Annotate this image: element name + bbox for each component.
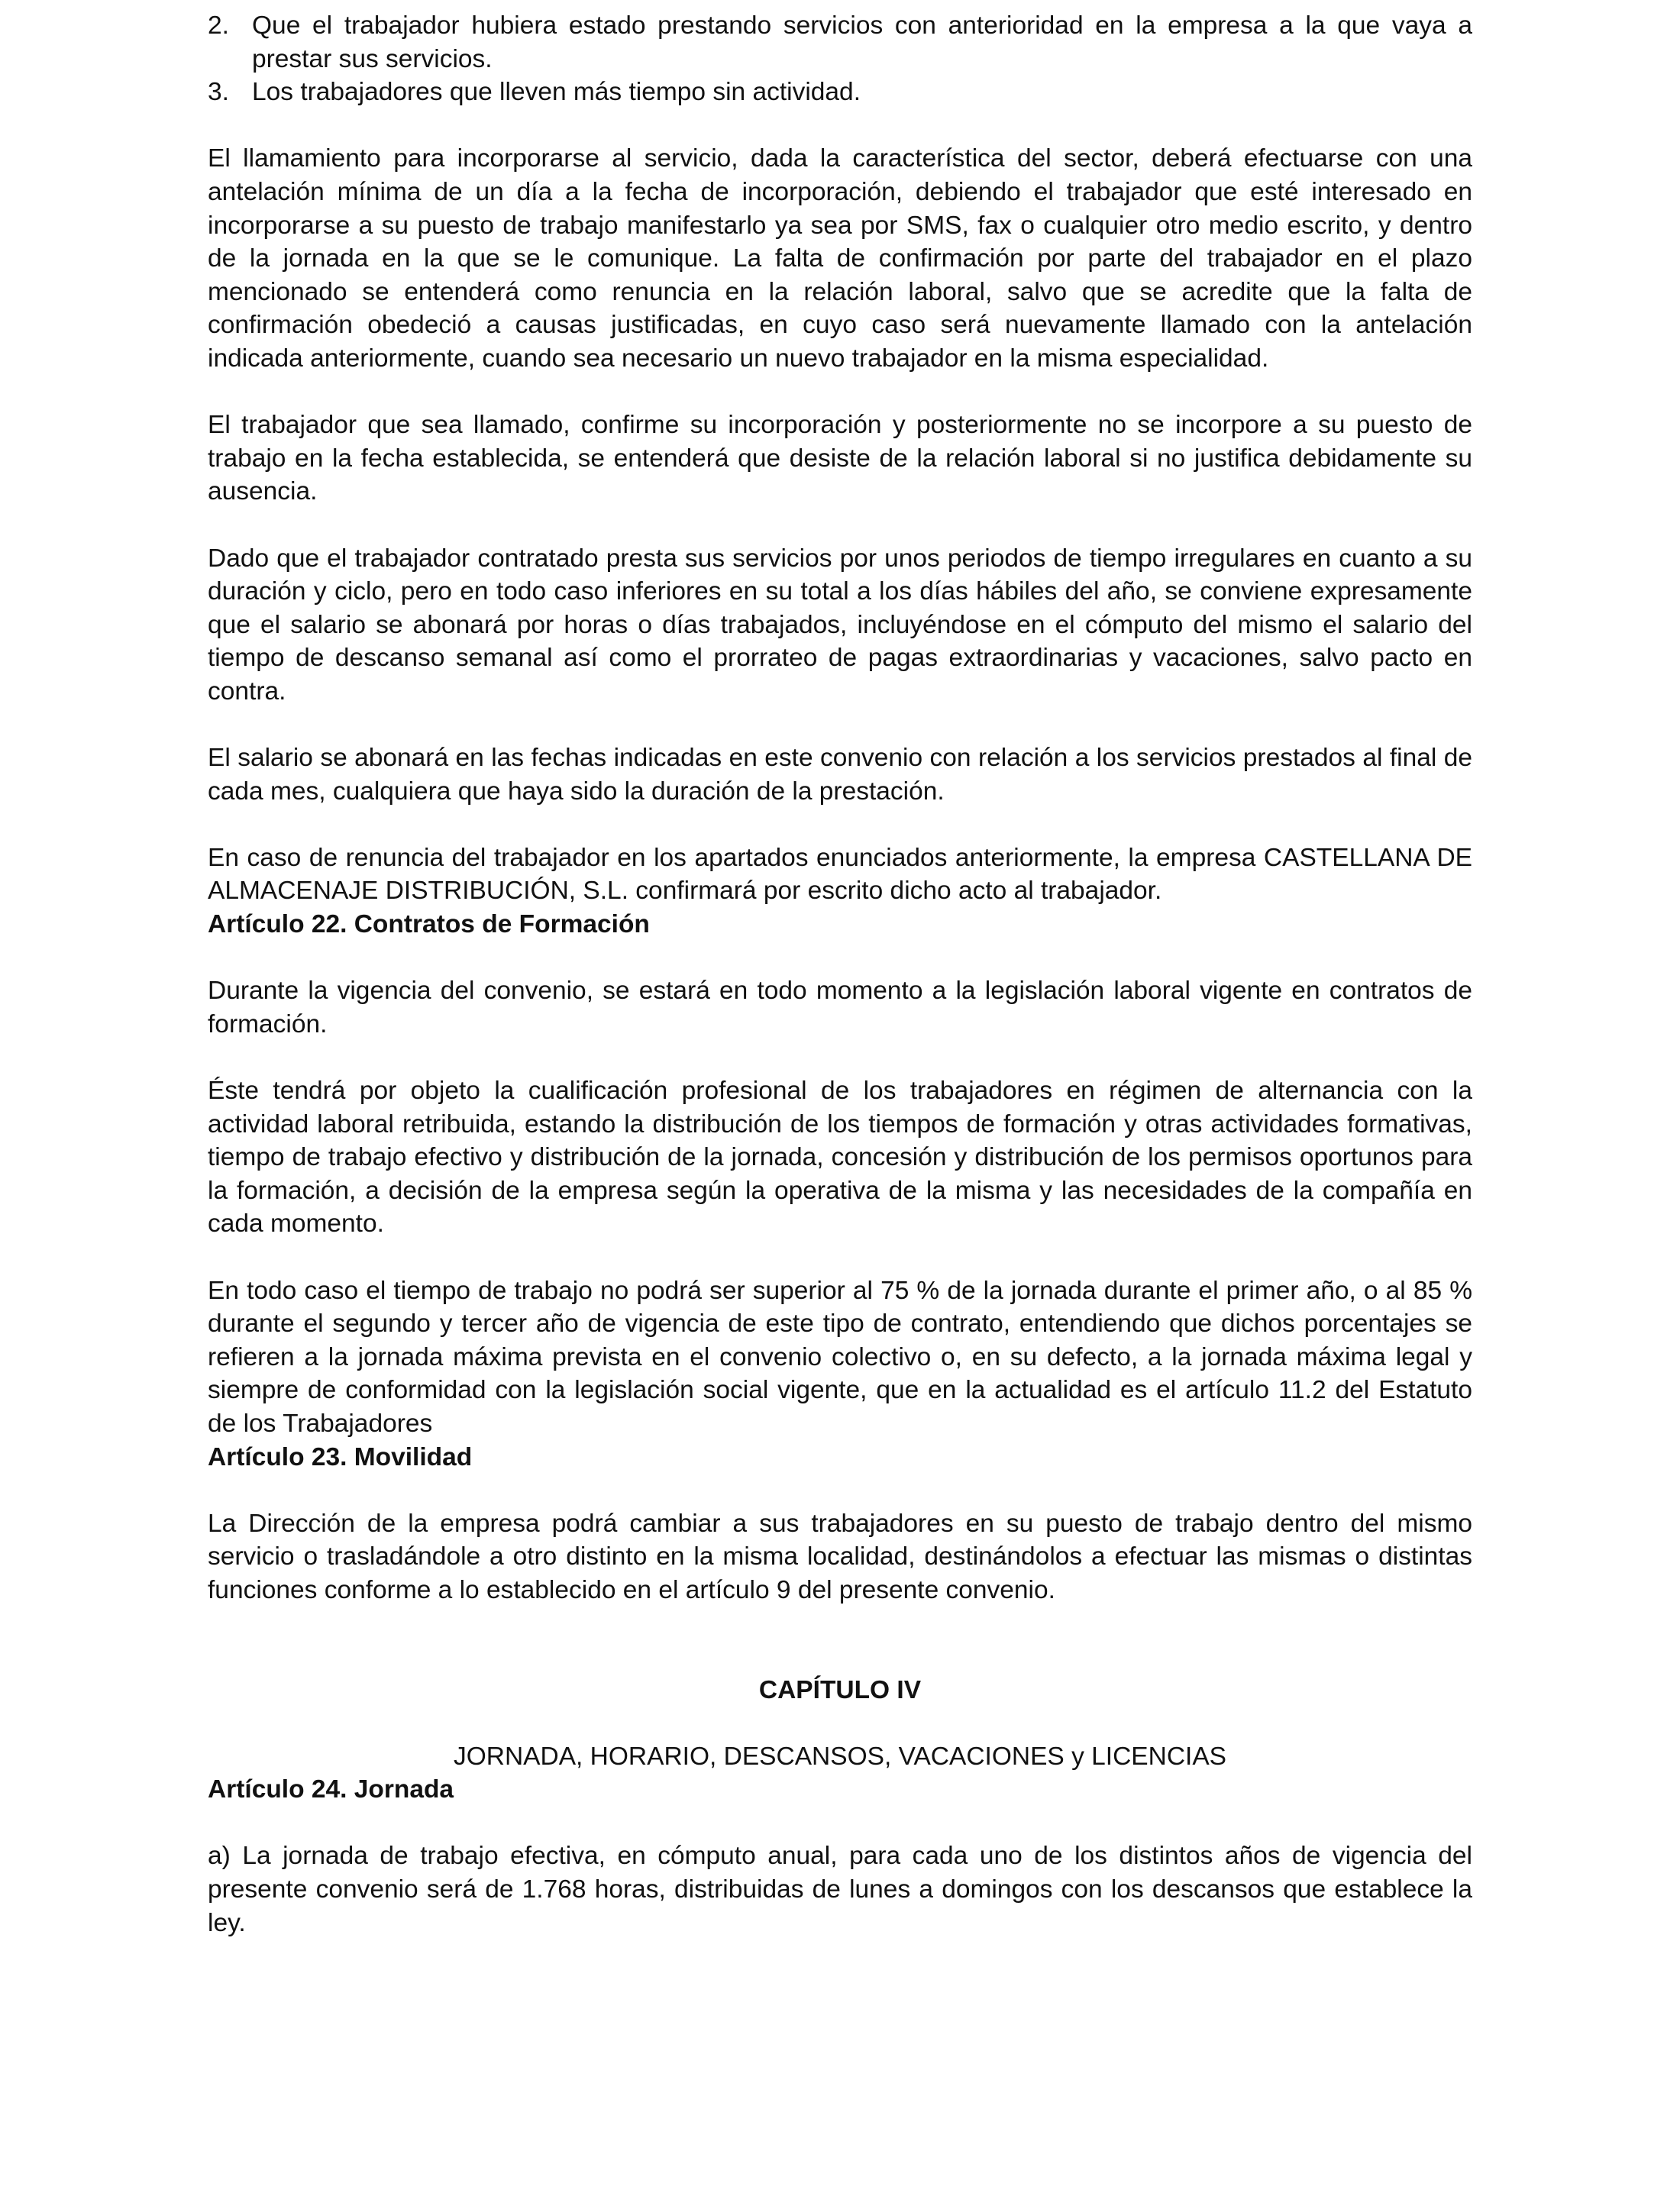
chapter-subtitle: JORNADA, HORARIO, DESCANSOS, VACACIONES y LICENCIAS <box>453 1742 1227 1771</box>
list-item <box>208 76 1472 109</box>
numbered-list <box>208 9 1472 109</box>
article-23-heading: Artículo 23. Movilidad <box>208 1442 473 1471</box>
list-item <box>208 9 1472 76</box>
paragraph-desistimiento: El trabajador que sea llamado, confirme su incorporación y posteriormente no se incorpore a su puesto de trabajo en la fecha establecida, se entenderá que desiste de la relación laboral si no justifica debidamente su ausencia. <box>208 411 1472 506</box>
article-24-paragraph-1: a) La jornada de trabajo efectiva, en cómputo anual, para cada uno de los distintos años de vigencia del presente convenio será de 1.768 horas, distribuidas de lunes a domingos con los descansos que establece la ley. <box>208 1842 1472 1937</box>
list-item-text: Que el trabajador hubiera estado prestando servicios con anterioridad en la empresa a la que vaya a prestar sus servicios. <box>252 11 1472 73</box>
article-22-paragraph-1: Durante la vigencia del convenio, se estará en todo momento a la legislación laboral vigente en contratos de formación. <box>208 977 1472 1038</box>
paragraph-llamamiento: El llamamiento para incorporarse al servicio, dada la característica del sector, deberá efectuarse con una antelación mínima de un día a la fecha de incorporación, debiendo el trabajador que esté interesado en incorporarse a su puesto de trabajo manifestarlo ya sea por SMS, fax o cualquier otro medio escrito, y dentro de la jornada en la que se le comunique. La falta de confirmación por parte del trabajador en el plazo mencionado se entenderá como renuncia en la relación laboral, salvo que se acredite que la falta de confirmación obedeció a causas justificadas, en cuyo caso será nuevamente llamado con la antelación indicada anteriormente, cuando sea necesario un nuevo trabajador en la misma especialidad. <box>208 144 1472 373</box>
paragraph-salario-horas: Dado que el trabajador contratado presta sus servicios por unos periodos de tiempo irregulares en cuanto a su duración y ciclo, pero en todo caso inferiores en su total a los días hábiles del año, se conviene expresamente que el salario se abonará por horas o días trabajados, incluyéndose en el cómputo del mismo el salario del tiempo de descanso semanal así como el prorrateo de pagas extraordinarias y vacaciones, salvo pacto en contra. <box>208 544 1472 706</box>
article-24-heading: Artículo 24. Jornada <box>208 1775 454 1804</box>
list-item-text: Los trabajadores que lleven más tiempo sin actividad. <box>252 78 861 107</box>
list-item-number: 2. <box>208 11 229 40</box>
article-23-paragraph-1: La Dirección de la empresa podrá cambiar a sus trabajadores en su puesto de trabajo dentro del mismo servicio o trasladándole a otro distinto en la misma localidad, destinándolos a efectuar las mismas o distintas funciones conforme a lo establecido en el artículo 9 del presente convenio. <box>208 1509 1472 1604</box>
paragraph-fechas-abono: El salario se abonará en las fechas indicadas en este convenio con relación a los servicios prestados al final de cada mes, cualquiera que haya sido la duración de la prestación. <box>208 744 1472 806</box>
document-page <box>208 9 1472 1939</box>
article-22-heading: Artículo 22. Contratos de Formación <box>208 910 650 939</box>
article-22-paragraph-2: Éste tendrá por objeto la cualificación profesional de los trabajadores en régimen de alternancia con la actividad laboral retribuida, estando la distribución de los tiempos de formación y otras actividades formativas, tiempo de trabajo efectivo y distribución de la jornada, concesión y distribución de los permisos oportunos para la formación, a decisión de la empresa según la operativa de la misma y las necesidades de la compañía en cada momento. <box>208 1077 1472 1239</box>
chapter-title: CAPÍTULO IV <box>758 1675 922 1704</box>
article-22-paragraph-3: En todo caso el tiempo de trabajo no podrá ser superior al 75 % de la jornada durante el primer año, o al 85 % durante el segundo y tercer año de vigencia de este tipo de contrato, entendiendo que dichos porcentajes se refieren a la jornada máxima prevista en el convenio colectivo o, en su defecto, a la jornada máxima legal y siempre de conformidad con la legislación social vigente, que en la actualidad es el artículo 11.2 del Estatuto de los Trabajadores <box>208 1276 1472 1438</box>
list-item-number: 3. <box>208 78 229 107</box>
paragraph-renuncia: En caso de renuncia del trabajador en los apartados enunciados anteriormente, la empresa CASTELLANA DE ALMACENAJE DISTRIBUCIÓN, S.L. confirmará por escrito dicho acto al trabajador. <box>208 843 1472 906</box>
